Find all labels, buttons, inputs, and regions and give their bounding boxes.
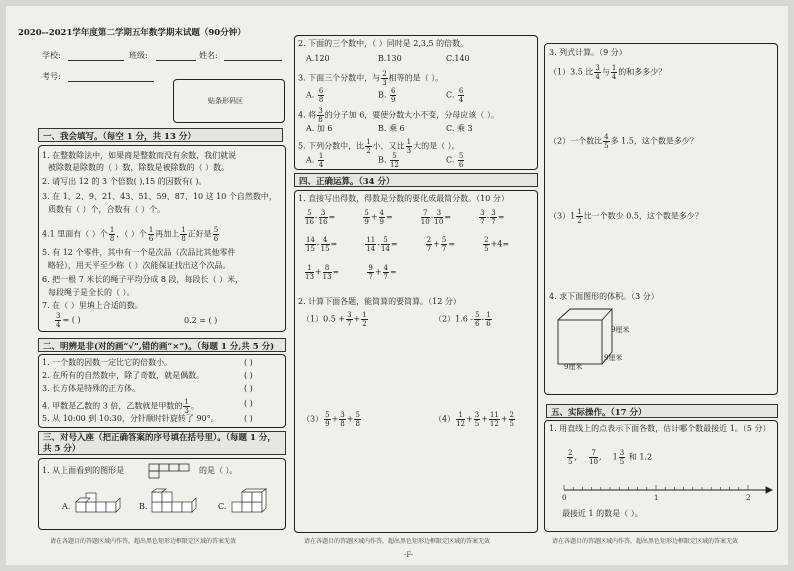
s2-answer-3[interactable]: ( ) [244, 384, 253, 393]
s3-q1: 1. 从上面看到的图形是 [42, 466, 125, 475]
mid-q5-opt-b[interactable]: B. $\frac{5}{12}$ [378, 152, 399, 169]
r-q3: （3）1 $\frac{1}{2}$ 比一个数少 0.5，这个数是多少？ [549, 208, 703, 225]
mid-q4-opt-b[interactable]: B. 乘 6 [378, 124, 405, 133]
mid-q5: 5. 下列分数中，比 $\frac{1}{2}$ 小，又比 $\frac{1}{3}$ 大的是（ ）。 [298, 138, 460, 155]
mid-q5-opt-a[interactable]: A. $\frac{1}{4}$ [306, 152, 324, 169]
mid-q3-opt-b[interactable]: B. $\frac{6}{9}$ [378, 87, 396, 104]
cube-label-width: 9厘米 [564, 363, 583, 371]
calc-row-1: $\frac{5}{16}$ - $\frac{3}{16}$ = $\frac{5}{9}$ + $\frac{4}{9}$ = $\frac{7}{10}$ - $\frac{3}{10}$ = $\frac{3}{7}$ - $\frac{3}{7}$ = [305, 209, 505, 226]
exam-sheet [6, 6, 788, 565]
s3-q1-tail: 的是（ ）。 [199, 466, 238, 475]
cube-label-depth: 9厘米 [604, 354, 623, 362]
s2-answer-1[interactable]: ( ) [244, 358, 253, 367]
option-b-label[interactable]: B. [139, 502, 148, 511]
calc-row-3: $\frac{1}{13}$ + $\frac{8}{13}$ = $\frac{9}{7}$ + $\frac{4}{7}$ = [305, 264, 397, 281]
s1-line-13: 0.2 = ( ) [184, 316, 218, 325]
s2-answer-5[interactable]: ( ) [244, 414, 253, 423]
exam-no-label: 考号: [42, 72, 61, 81]
mid-q3-opt-c[interactable]: C. $\frac{6}{4}$ [446, 87, 464, 104]
section-1-header: 一、我会填写。（每空 1 分，共 13 分） [38, 128, 283, 142]
s2-item-3: 3. 长方体是特殊的正方体。 [42, 384, 141, 393]
name-field[interactable] [224, 60, 282, 61]
s1-line-9: 6. 把一根 7 米长的绳子平均分成 8 段，每段长（ ）米， [42, 275, 244, 284]
s2-item-2: 2. 在所有的自然数中，除了奇数，就是偶数。 [42, 371, 205, 380]
barcode-label: 贴条形码区 [208, 97, 243, 105]
s5-numbers: $\frac{2}{5}$ , $\frac{7}{10}$ , 1 $\frac{3}{5}$ 和 1.2 [568, 449, 653, 466]
number-line[interactable] [554, 482, 776, 506]
mid-q4-opt-c[interactable]: C. 乘 3 [446, 124, 473, 133]
mid-q5-opt-c[interactable]: C. $\frac{5}{6}$ [446, 152, 464, 169]
exam-no-field[interactable] [68, 81, 154, 82]
s1-line-5: 质数有（ ）个，合数有（ ）个。 [48, 205, 166, 214]
top-view-shape [148, 463, 196, 479]
footer-note-mid: 请在各题目的答题区域内作答，超出黑色矩形边框限定区域的答案无效 [304, 538, 491, 545]
mid-q2: 2. 下面的三个数中，（ ）同时是 2,3,5 的倍数。 [298, 39, 469, 48]
s1-line-3: 2. 请写出 12 的 3 个倍数( ),15 的因数有( )。 [42, 177, 207, 186]
s2-item-4: 4. 甲数是乙数的 3 倍，乙数就是甲数的 $\frac{1}{3}$ 。 [42, 398, 199, 415]
r-q1: （1）3.5 比 $\frac{3}{4}$ 与 $\frac{1}{4}$ 的和多多少？ [549, 64, 667, 81]
s1-line-12: $\frac{3}{4}$ = ( ) [56, 312, 81, 329]
s1-line-8: 略轻），用天平至少称（ ）次能保证找出这个次品。 [48, 261, 231, 270]
axis-tick-0: 0 [562, 494, 567, 502]
s5-q1: 1. 用直线上的点表示下面各数，估计哪个数最接近 1。（5 分） [549, 424, 771, 433]
calc-row-2: $\frac{14}{15}$ - $\frac{4}{15}$ = $\frac{11}{14}$ - $\frac{5}{14}$ = $\frac{2}{7}$ + $\frac{5}{7}$ = $\frac{2}{5}$ +4= [306, 236, 510, 253]
s2-answer-2[interactable]: ( ) [244, 371, 253, 380]
section-5-header: 五、实际操作。（17 分） [546, 404, 778, 418]
r-q4: 4. 求下面图形的体积。（3 分） [549, 292, 659, 301]
mid-q4-opt-a[interactable]: A. 加 6 [306, 124, 333, 133]
option-a-cubes[interactable] [74, 490, 124, 516]
mid-q2-opt-c[interactable]: C.140 [446, 54, 470, 63]
s2-item-1: 1. 一个数的因数一定比它的倍数小。 [42, 358, 173, 367]
axis-tick-2: 2 [746, 494, 751, 502]
page-number: -F- [404, 551, 414, 559]
r-q2: （2）一个数比 $\frac{4}{5}$ 多 1.5，这个数是多少？ [549, 133, 698, 150]
calc-item-2: （2）1.6 - $\frac{5}{6}$ - $\frac{1}{6}$ [434, 311, 491, 328]
barcode-area [173, 79, 285, 123]
s1-line-6: 4.1 里面有（ ）个 $\frac{1}{8}$ ，（ ）个 $\frac{1}{6}$ 再加上 $\frac{1}{8}$ 正好是 $\frac{5}{6}$ [42, 226, 219, 243]
s2-answer-4[interactable]: ( ) [244, 399, 253, 408]
class-label: 班级: [129, 51, 148, 60]
section-3-header: 三、对号入座（把正确答案的序号填在括号里）。（每题 1 分，共 5 分） [38, 431, 286, 455]
s1-line-4: 3. 在 1、2、9、21、43、51、59、87、10 这 10 个自然数中， [42, 192, 277, 201]
s1-line-1: 1. 在整数除法中，如果商是整数而没有余数，我们就说 [42, 151, 237, 160]
calc-item-3: （3） $\frac{5}{9}$ + $\frac{3}{8}$ + $\frac{5}{8}$ [302, 411, 360, 428]
school-field[interactable] [68, 60, 124, 61]
s1-line-10: 每段绳子是全长的（ ）。 [48, 288, 135, 297]
s4-q2: 2. 计算下面各题，能简算的要简算。（12 分） [298, 297, 461, 306]
s4-q1: 1. 直接写出得数，得数是分数的要化成最简分数。（10 分） [298, 194, 509, 203]
calc-item-4: （4） $\frac{1}{12}$ + $\frac{3}{5}$ + $\frac{11}{12}$ + $\frac{2}{5}$ [434, 411, 514, 428]
option-c-cubes[interactable] [230, 488, 280, 516]
section-2-header: 二、明辨是非(对的画“√”,错的画“×”)。（每题 1 分,共 5 分) [38, 338, 286, 352]
mid-q2-opt-a[interactable]: A.120 [306, 54, 330, 63]
footer-note-right: 请在各题目的答题区域内作答，超出黑色矩形边框限定区域的答案无效 [552, 538, 739, 545]
name-label: 姓名: [199, 51, 218, 60]
s2-item-5: 5. 从 10:00 到 10:30，分针顺时针旋转了 90°。 [42, 414, 219, 423]
exam-title: 2020--2021学年度第二学期五年数学期末试题（90分钟） [18, 28, 246, 38]
option-c-label[interactable]: C. [218, 502, 227, 511]
closest-answer: 最接近 1 的数是（ ）。 [562, 509, 643, 518]
mid-q2-opt-b[interactable]: B.130 [378, 54, 402, 63]
mid-q3: 3. 下面三个分数中，与 $\frac{2}{3}$ 相等的是（ ）。 [298, 70, 444, 87]
s1-line-2: 被除数是除数的（ ）数，除数是被除数的（ ）数。 [48, 163, 230, 172]
mid-q3-opts[interactable]: A. $\frac{6}{8}$ [306, 87, 324, 104]
calc-item-1: （1）0.5 + $\frac{3}{7}$ + $\frac{1}{2}$ [302, 311, 367, 328]
footer-note-left: 请在各题目的答题区域内作答，超出黑色矩形边框限定区域的答案无效 [50, 538, 237, 545]
r-section-3-header: 3. 列式计算。（9 分） [549, 48, 627, 57]
class-field[interactable] [156, 60, 196, 61]
s1-line-11: 7. 在（ ）里填上合适的数。 [42, 301, 143, 310]
mid-q4: 4. 将 $\frac{3}{8}$ 的分子加 6，要使分数大小不变，分母应该（ ）。 [298, 107, 499, 124]
s1-line-7: 5. 有 12 个零件，其中有一个是次品（次品比其他零件 [42, 248, 236, 257]
cube-label-height: 9厘米 [611, 326, 630, 334]
option-b-cubes[interactable] [150, 488, 200, 516]
axis-tick-1: 1 [654, 494, 659, 502]
section-4-header: 四、正确运算。（34 分） [294, 173, 538, 187]
option-a-label[interactable]: A. [62, 502, 71, 511]
school-label: 学校: [42, 51, 61, 60]
